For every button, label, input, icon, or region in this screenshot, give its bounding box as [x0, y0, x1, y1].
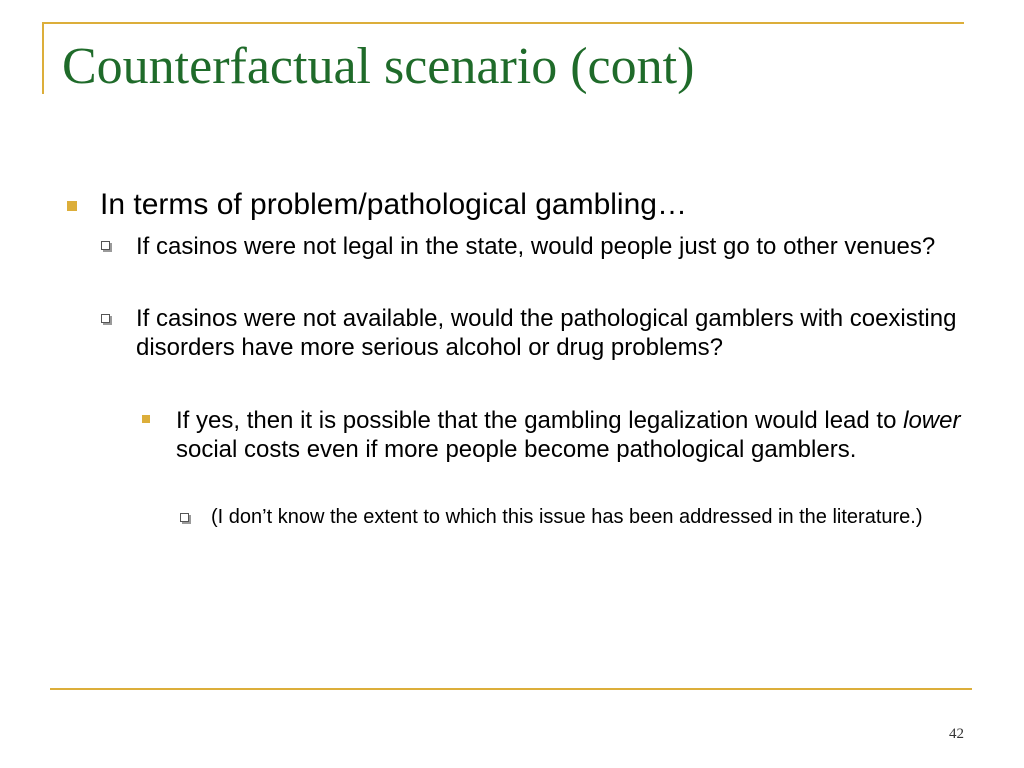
bullet-level3-text-before: If yes, then it is possible that the gambling legalization would lead to	[176, 407, 904, 434]
slide-title: Counterfactual scenario (cont)	[62, 38, 695, 95]
bullet-level2-casinos-not-legal: If casinos were not legal in the state, would people just go to other venues?	[136, 233, 936, 260]
bullet-hollow-square-icon	[180, 513, 189, 522]
bullet-level3-text-after: social costs even if more people become pathological gamblers.	[176, 436, 857, 463]
bullet-level4-note: (I don’t know the extent to which this issue has been addressed in the literature.)	[211, 506, 923, 528]
bullet-level1: In terms of problem/pathological gambling…	[100, 188, 687, 221]
bullet-level3-emphasis: lower	[903, 407, 961, 434]
bullet-level2-casinos-not-available: If casinos were not available, would the pathological gamblers with coexisting disorders have more serious alcohol or drug problems?	[136, 305, 957, 361]
footer-rule	[50, 688, 972, 690]
page-number: 42	[949, 726, 964, 742]
frame-top-rule	[42, 22, 964, 24]
frame-left-rule	[42, 22, 44, 94]
bullet-hollow-square-icon	[101, 241, 110, 250]
bullet-hollow-square-icon	[101, 314, 110, 323]
bullet-square-icon	[142, 415, 150, 423]
bullet-square-icon	[67, 201, 77, 211]
bullet-level3-if-yes	[176, 406, 966, 464]
